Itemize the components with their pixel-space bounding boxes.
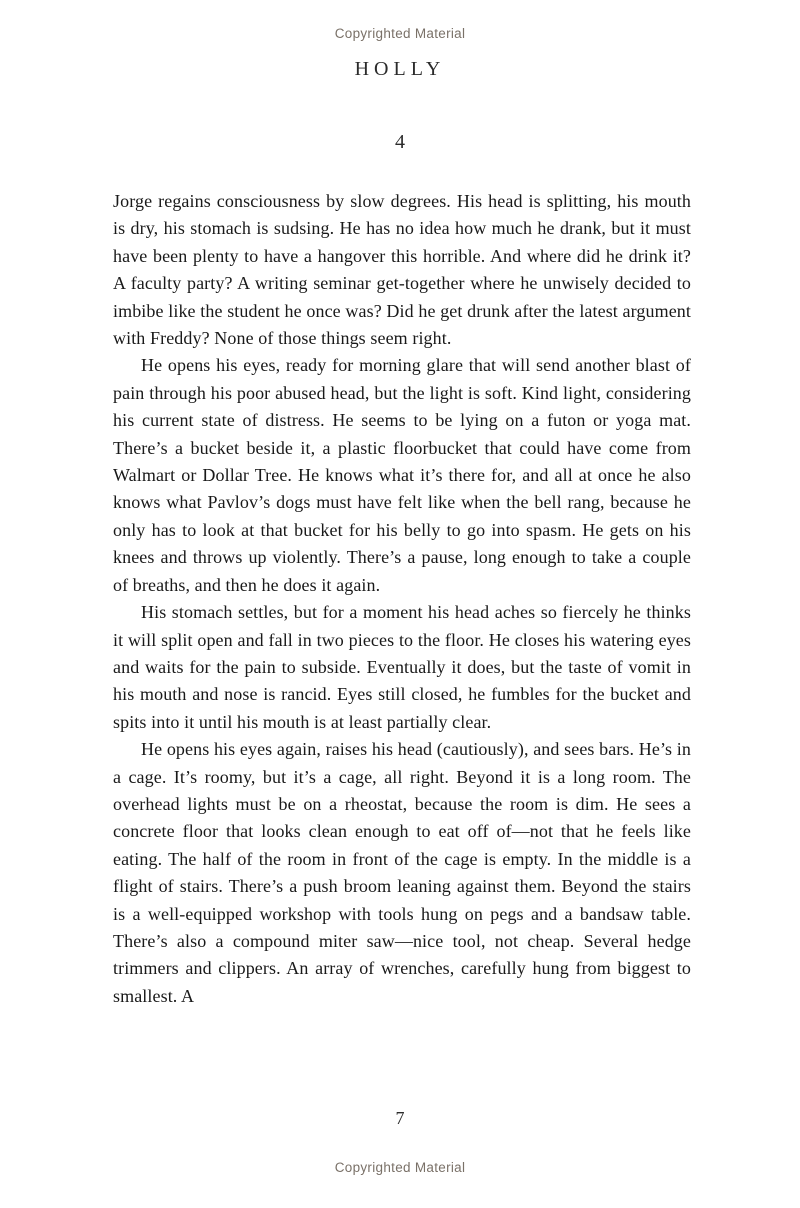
book-title: HOLLY xyxy=(354,58,446,80)
chapter-number: 4 xyxy=(395,131,405,153)
body-text xyxy=(113,188,691,1010)
copyright-notice-top: Copyrighted Material xyxy=(334,26,466,41)
paragraph-4: He opens his eyes again, raises his head (cautiously), and sees bars. He’s in a cage. It’s roomy, but it’s a cage, all right. Beyond it is a long room. The overhead lights must be on a rheostat, because the room is dim. He sees a concrete floor that looks clean enough to eat off of—not that he feels like eating. The half of the room in front of the cage is empty. In the middle is a flight of stairs. There’s a push broom leaning against them. Beyond the stairs is a well-equipped workshop with tools hung on pegs and a bandsaw table. There’s also a compound miter saw—nice tool, not cheap. Several hedge trimmers and clippers. An array of wrenches, carefully hung from biggest to smallest. A xyxy=(113,739,691,1006)
page-number: 7 xyxy=(395,1108,405,1128)
copyright-notice-bottom: Copyrighted Material xyxy=(334,1160,466,1175)
paragraph-2: He opens his eyes, ready for morning glare that will send another blast of pain through his poor abused head, but the light is soft. Kind light, considering his current state of distress. He seems to be lying on a futon or yoga mat. There’s a bucket beside it, a plastic floorbucket that could have come from Walmart or Dollar Tree. He knows what it’s there for, and all at once he also knows what Pavlov’s dogs must have felt like when the bell rang, because he only has to look at that bucket for his belly to go into spasm. He gets on his knees and throws up violently. There’s a pause, long enough to take a couple of breaths, and then he does it again. xyxy=(113,355,691,595)
paragraph-1: Jorge regains consciousness by slow degrees. His head is splitting, his mouth is dry, his stomach is sudsing. He has no idea how much he drank, but it must have been plenty to have a hangover this horrible. And where did he drink it? A faculty party? A writing seminar get-together where he unwisely decided to imbibe like the student he once was? Did he get drunk after the latest argument with Freddy? None of those things seem right. xyxy=(113,191,691,349)
paragraph-3: His stomach settles, but for a moment his head aches so fiercely he thinks it will split open and fall in two pieces to the floor. He closes his watering eyes and waits for the pain to subside. Eventually it does, but the taste of vomit in his mouth and nose is rancid. Eyes still closed, he fumbles for the bucket and spits into it until his mouth is at least partially clear. xyxy=(113,602,691,732)
